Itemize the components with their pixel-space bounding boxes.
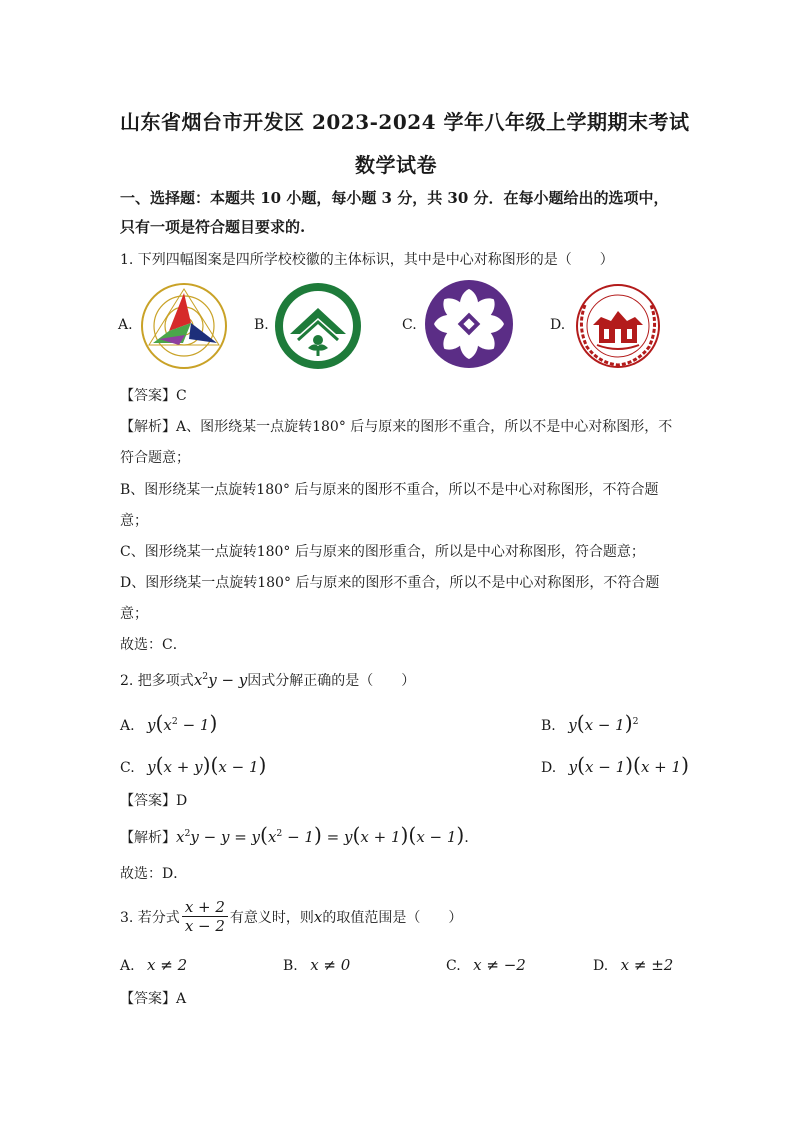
q3-stem-prefix: 3. 若分式	[120, 909, 180, 926]
q1-explanation-line: B、图形绕某一点旋转180° 后与原来的图形不重合，所以不是中心对称图形，不符合题	[120, 482, 659, 498]
q2-stem	[120, 670, 415, 690]
q2-option-a-expr: $y(x^2 - 1)$	[147, 711, 218, 735]
q2-option-b	[541, 711, 639, 735]
q1-option-c-logo-icon	[424, 279, 514, 369]
q3-stem-suffix: 的取值范围是（ ）	[322, 909, 463, 926]
q1-explanation-line: C、图形绕某一点旋转180° 后与原来的图形重合，所以是中心对称图形，符合题意；	[120, 544, 645, 560]
q1-option-d-label: D.	[550, 317, 566, 333]
q3-option-d-expr: x ≠ ±2	[620, 956, 674, 974]
q1-option-a-label: A.	[118, 317, 133, 333]
q2-answer: 【答案】D	[120, 793, 188, 809]
q2-option-d-label: D.	[541, 760, 557, 776]
q2-option-c-expr: y(x + y)(x − 1)	[147, 753, 267, 777]
q3-option-c-label: C.	[446, 958, 461, 974]
q2-option-a-label: A.	[120, 718, 135, 734]
q3-stem-var: x	[313, 907, 323, 926]
q3-option-c-expr: x ≠ −2	[473, 956, 526, 974]
q2-conclusion: 故选：D．	[120, 866, 188, 882]
q2-option-d-expr: y(x − 1)(x + 1)	[568, 753, 689, 777]
q1-explanation-line: D、图形绕某一点旋转180° 后与原来的图形不重合，所以不是中心对称图形，不符合题	[120, 575, 660, 591]
q3-option-b-expr: x ≠ 0	[310, 956, 351, 974]
q1-explanation-line: 符合题意；	[120, 450, 190, 466]
q3-answer: 【答案】A	[120, 991, 187, 1007]
q3-option-d	[593, 956, 673, 974]
q1-stem: 1. 下列四幅图案是四所学校校徽的主体标识，其中是中心对称图形的是（ ）	[120, 252, 614, 268]
q2-stem-prefix: 2. 把多项式	[120, 673, 194, 689]
q2-analysis-label: 【解析】	[120, 830, 176, 846]
q3-fraction-denominator: x − 2	[184, 917, 225, 935]
q3-stem-mid: 有意义时，则	[229, 909, 314, 926]
q2-option-c	[120, 753, 266, 777]
section-header-line-2: 只有一项是符合题目要求的.	[120, 218, 306, 236]
q2-option-b-label: B.	[541, 718, 556, 734]
q2-option-a	[120, 711, 217, 735]
q3-option-c	[446, 956, 526, 974]
q3-option-a-label: A.	[120, 958, 135, 974]
q3-option-a	[120, 956, 187, 974]
q3-fraction-numerator: x + 2	[182, 898, 228, 917]
q1-option-d-logo-icon	[571, 281, 665, 371]
q2-stem-suffix: 因式分解正确的是（ ）	[247, 673, 416, 689]
q2-polynomial: $x^2y - y$	[193, 671, 248, 689]
q1-explanation-line: 【解析】A、图形绕某一点旋转180° 后与原来的图形不重合，所以不是中心对称图形，不	[120, 419, 673, 435]
section-header-line-1: 一、选择题：本题共 10 小题，每小题 3 分，共 30 分．在每小题给出的选项中，	[120, 189, 669, 207]
q2-option-c-label: C.	[120, 760, 135, 776]
q1-option-a-logo-icon	[139, 281, 229, 371]
q2-option-b-expr: $y(x - 1)^2$	[568, 711, 639, 735]
q3-stem	[120, 898, 462, 935]
page-title: 山东省烟台市开发区 2023-2024 学年八年级上学期期末考试	[120, 110, 690, 134]
q2-option-d	[541, 753, 689, 777]
q1-explanation-line: 意；	[120, 606, 148, 622]
q1-conclusion: 故选：C．	[120, 637, 187, 653]
q2-analysis-expr: $x^2y - y = y(x^2 - 1) = y(x + 1)(x - 1)$	[176, 823, 465, 847]
q1-answer: 【答案】C	[120, 388, 187, 404]
q1-option-b-logo-icon	[274, 282, 362, 370]
q1-explanation-line: 意；	[120, 513, 148, 529]
q1-option-c-label: C.	[402, 317, 417, 333]
page-subtitle: 数学试卷	[355, 153, 437, 177]
q1-option-b-label: B.	[254, 317, 269, 333]
q3-option-d-label: D.	[593, 958, 609, 974]
q3-option-b-label: B.	[283, 958, 298, 974]
q3-option-b	[283, 956, 350, 974]
q3-fraction	[182, 898, 228, 935]
q2-analysis: 【解析】$x^2y - y = y(x^2 - 1) = y(x + 1)(x - 1)$．	[120, 823, 479, 847]
q3-option-a-expr: x ≠ 2	[147, 956, 188, 974]
